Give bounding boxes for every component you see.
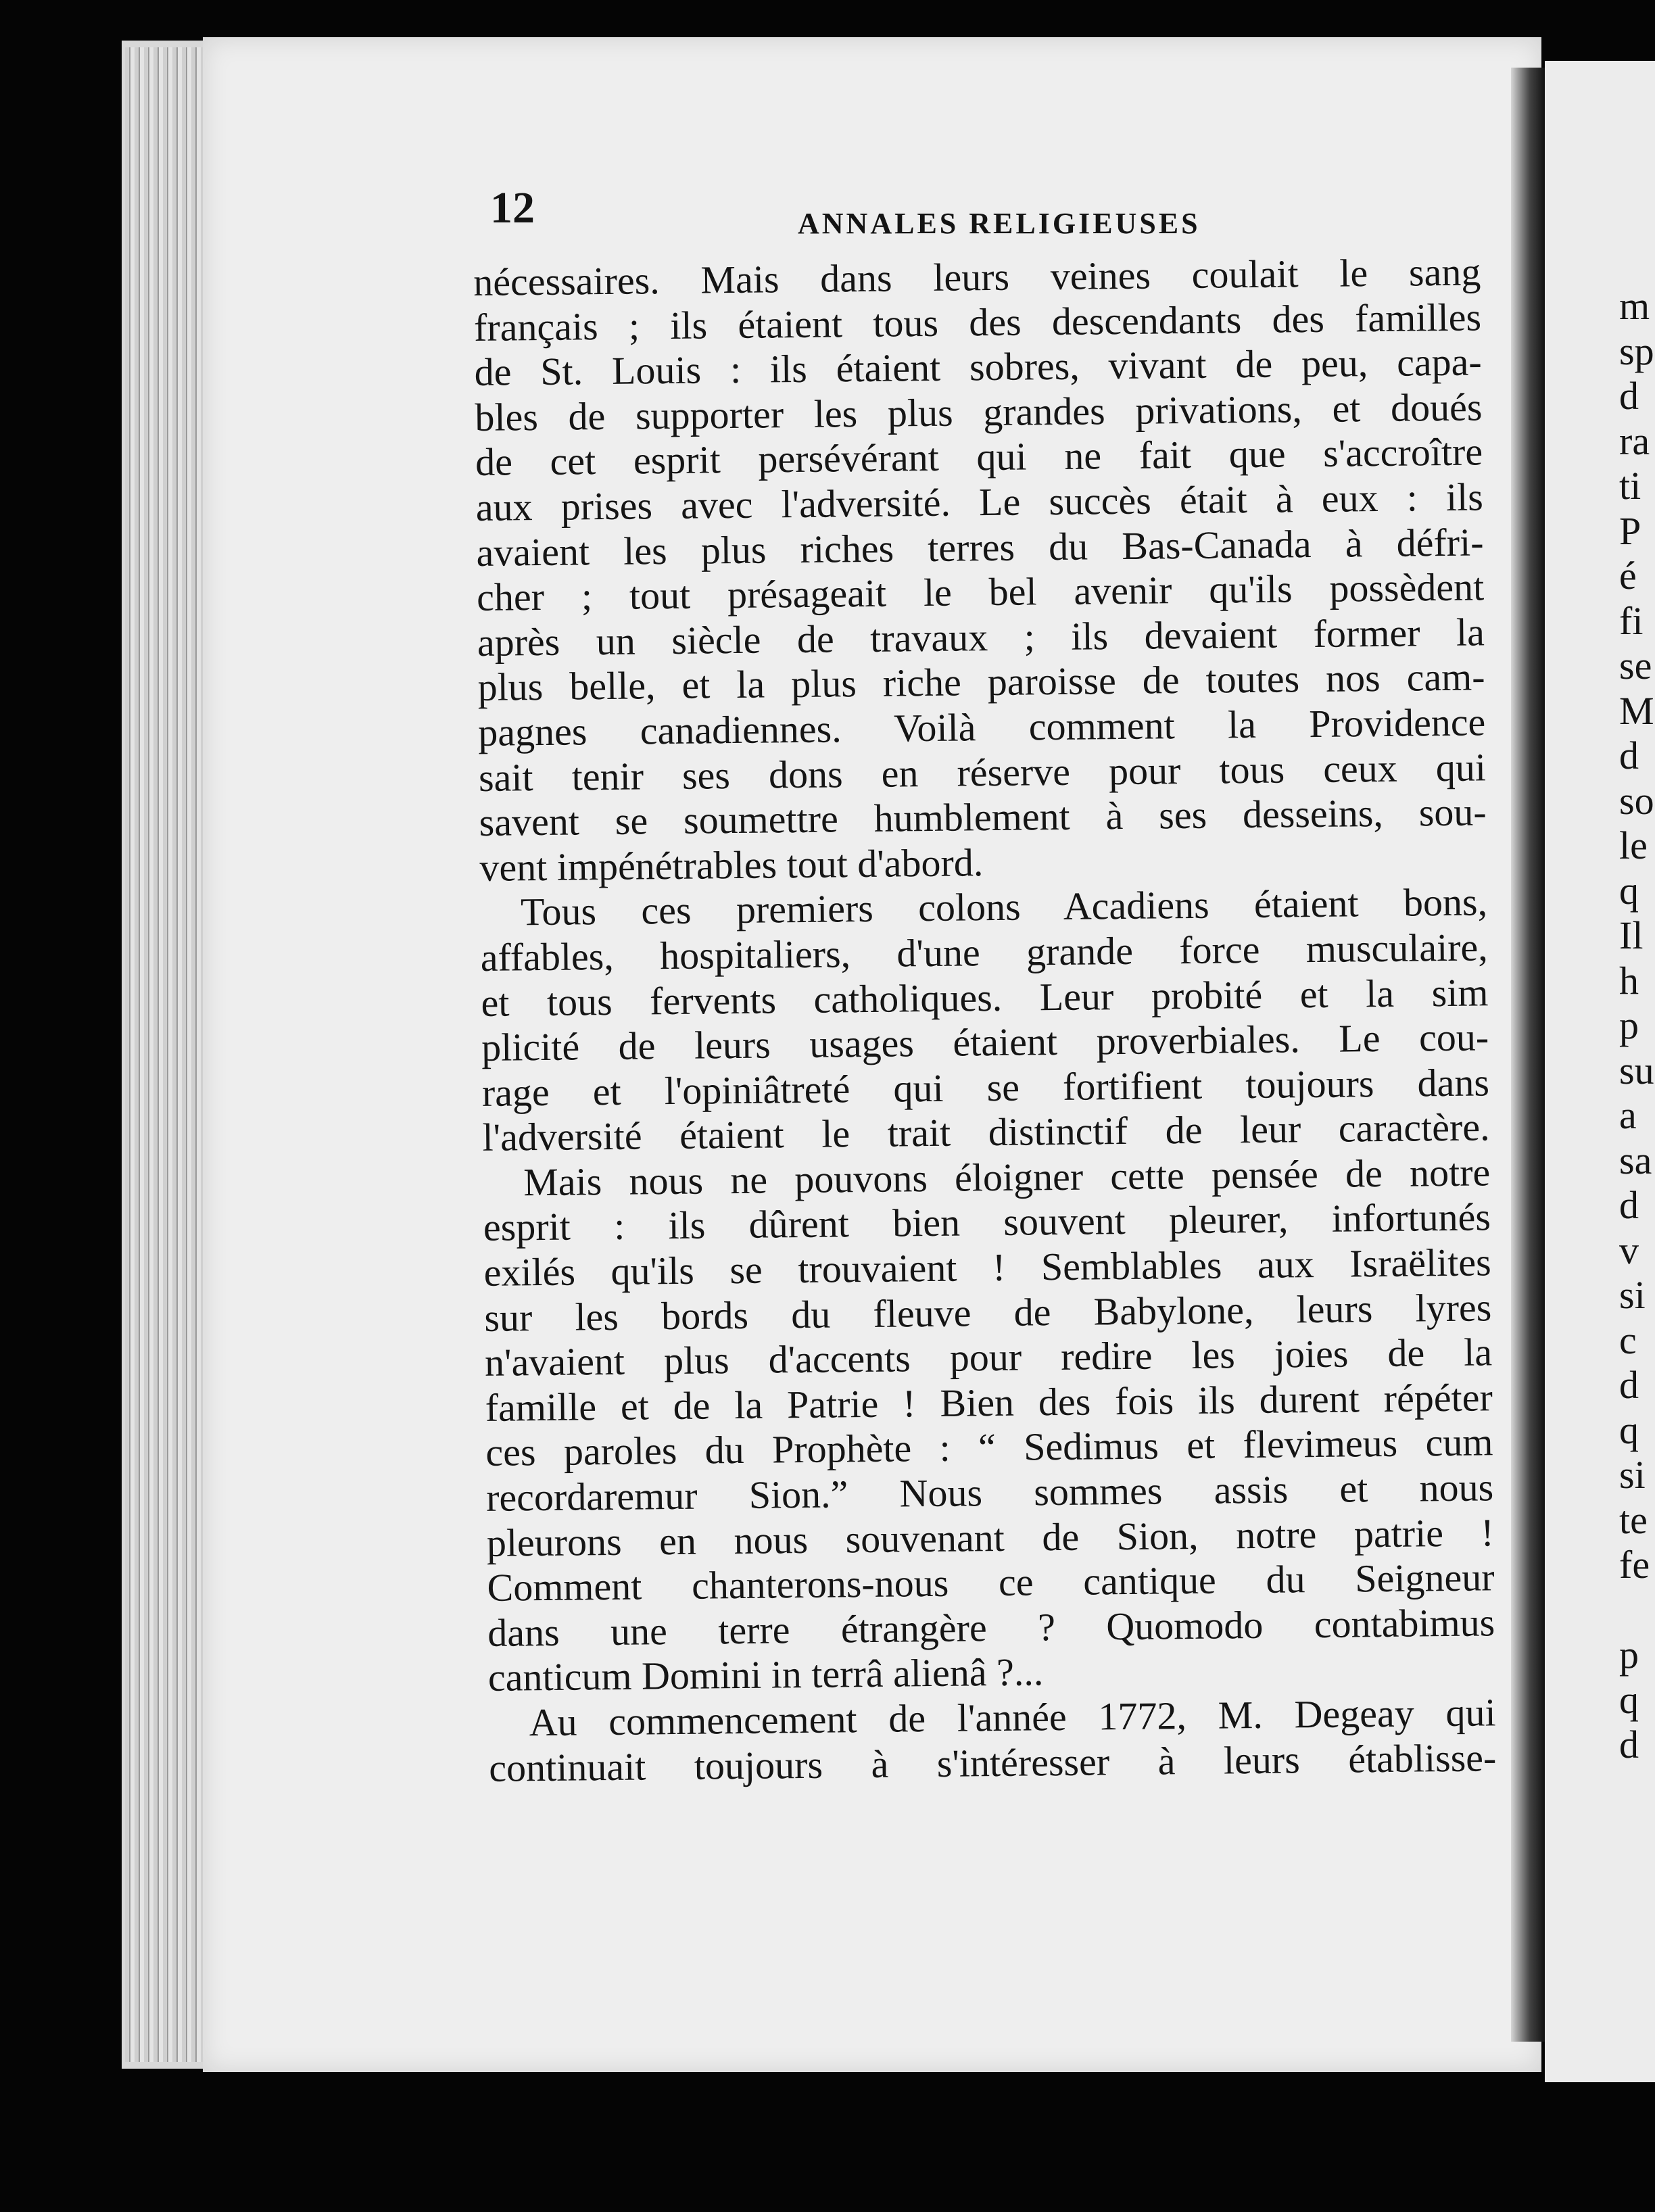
facing-page-fragment: p <box>1619 1003 1639 1047</box>
facing-page-fragment: te <box>1619 1497 1648 1542</box>
book-gutter <box>1511 68 1545 2042</box>
running-title: ANNALES RELIGIEUSES <box>798 207 1201 240</box>
facing-page-fragment: m <box>1619 284 1650 328</box>
facing-page-fragment: Il <box>1619 913 1644 957</box>
facing-page-fragment: d <box>1619 1723 1639 1766</box>
facing-page-fragment: ra <box>1619 418 1650 463</box>
text-line: avaient les plus riches terres du Bas-Canada à défri- <box>476 519 1484 575</box>
text-line: de St. Louis : ils étaient sobres, vivant de peu, capa- <box>474 339 1482 395</box>
facing-page-fragment: é <box>1619 554 1637 598</box>
facing-page-fragment: su <box>1619 1048 1654 1092</box>
text-line: ces paroles du Prophète : “ Sedimus et flevimeus cum <box>485 1420 1493 1475</box>
facing-page-fragment: se <box>1619 644 1652 688</box>
facing-page-fragment: le <box>1619 823 1648 867</box>
text-line: plus belle, et la plus riche paroisse de toutes nos cam- <box>477 654 1485 710</box>
text-line: pleurons en nous souvenant de Sion, notre patrie ! <box>486 1510 1495 1565</box>
facing-page-fragment: d <box>1619 1363 1639 1407</box>
text-line: sur les bords du fleuve de Babylone, leurs lyres <box>484 1284 1492 1340</box>
facing-page-fragment: d <box>1619 1183 1639 1227</box>
text-line: sait tenir ses dons en réserve pour tous ceux qui <box>478 744 1487 800</box>
facing-page-fragment: si <box>1619 1273 1646 1317</box>
text-line: famille et de la Patrie ! Bien des fois ils durent répéter <box>485 1375 1493 1430</box>
text-line: après un siècle de travaux ; ils devaient former la <box>477 610 1485 665</box>
facing-page-fragment: d <box>1619 374 1639 418</box>
text-line: de cet esprit persévérant qui ne fait que s'accroître <box>475 429 1483 485</box>
text-line: cher ; tout présageait le bel avenir qu'ils possèdent <box>476 564 1485 620</box>
text-line: continuait toujours à s'intéresser à leurs établisse- <box>489 1735 1497 1790</box>
text-line: français ; ils étaient tous des descendants des familles <box>473 294 1482 350</box>
facing-page-fragment: sa <box>1619 1138 1652 1182</box>
facing-page-fragment: d <box>1619 734 1639 777</box>
facing-page-fragment: q <box>1619 868 1639 913</box>
facing-page-fragment: c <box>1619 1318 1637 1362</box>
text-line: nécessaires. Mais dans leurs veines coulait le sang <box>473 249 1481 304</box>
page-edges <box>125 47 213 2062</box>
facing-page-fragment: sp <box>1619 329 1654 373</box>
text-line: affables, hospitaliers, d'une grande force musculaire, <box>480 925 1489 980</box>
text-line: Au commencement de l'année 1772, M. Degeay qui <box>529 1690 1496 1745</box>
facing-page-fragment: fi <box>1619 598 1644 643</box>
page-number: 12 <box>490 183 535 233</box>
text-line: aux prises avec l'adversité. Le succès était à eux : ils <box>475 475 1484 529</box>
facing-page-fragment: P <box>1619 508 1641 553</box>
facing-page-fragment: a <box>1619 1093 1637 1137</box>
text-line: Mais nous ne pouvons éloigner cette pensée de notre <box>523 1150 1491 1205</box>
facing-page-fragment <box>1619 1588 1655 1633</box>
text-line: Tous ces premiers colons Acadiens étaient bons, <box>520 880 1488 934</box>
text-line: plicité de leurs usages étaient proverbiales. Le cou- <box>481 1015 1489 1070</box>
text-line: rage et l'opiniâtreté qui se fortifient toujours dans <box>481 1060 1490 1115</box>
facing-page-fragment: M <box>1619 688 1654 733</box>
facing-page-fragment: so <box>1619 778 1654 823</box>
facing-page-fragment: p <box>1619 1633 1639 1677</box>
text-line: esprit : ils dûrent bien souvent pleurer, infortunés <box>483 1195 1491 1250</box>
text-line: vent impénétrables tout d'abord. <box>479 840 984 890</box>
text-line: dans une terre étrangère ? Quomodo contabimus <box>487 1600 1495 1655</box>
facing-page-fragment: q <box>1619 1408 1639 1452</box>
body-text <box>473 249 1497 1791</box>
text-line: pagnes canadiennes. Voilà comment la Providence <box>477 700 1486 754</box>
text-line: n'avaient plus d'accents pour redire les joies de la <box>484 1330 1493 1385</box>
text-line: Comment chanterons-nous ce cantique du Seigneur <box>487 1555 1495 1610</box>
text-line: recordaremur Sion.” Nous sommes assis et nous <box>485 1465 1494 1520</box>
facing-page-fragment: h <box>1619 958 1639 1003</box>
facing-page-fragment: fe <box>1619 1543 1650 1587</box>
text-line: savent se soumettre humblement à ses desseins, sou- <box>479 790 1487 845</box>
facing-page-fragment: si <box>1619 1453 1646 1497</box>
text-line: bles de supporter les plus grandes privations, et doués <box>475 385 1483 439</box>
text-line: l'adversité étaient le trait distinctif de leur caractère. <box>482 1105 1490 1160</box>
facing-page-fragment: q <box>1619 1677 1639 1722</box>
facing-page-fragment: v <box>1619 1228 1639 1272</box>
text-line: et tous fervents catholiques. Leur probité et la sim <box>481 969 1489 1025</box>
text-line: exilés qu'ils se trouvaient ! Semblables aux Israëlites <box>483 1240 1491 1295</box>
text-line: canticum Domini in terrâ alienâ ?... <box>487 1650 1044 1700</box>
facing-page-fragment: ti <box>1619 464 1641 508</box>
